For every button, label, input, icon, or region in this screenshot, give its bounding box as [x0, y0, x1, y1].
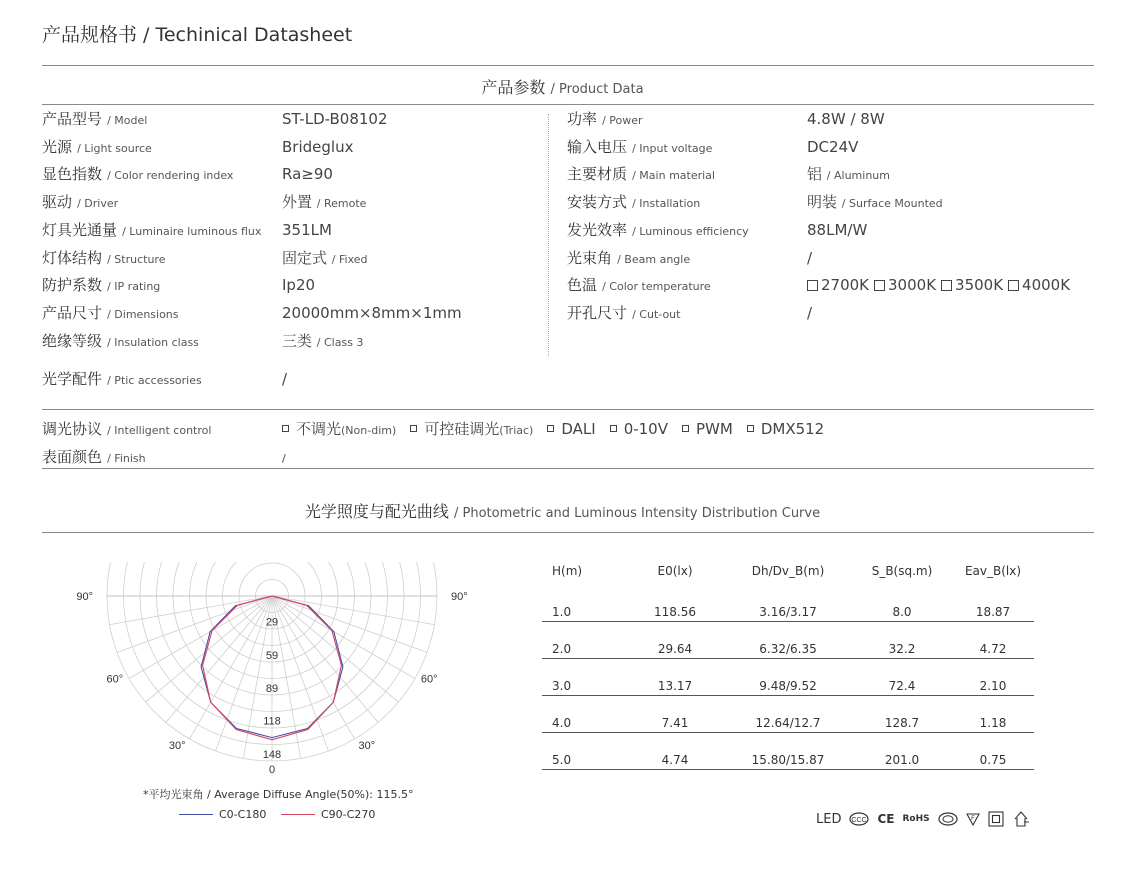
indoor-use-icon [1012, 810, 1030, 828]
divider [42, 468, 1094, 469]
spec-row [567, 136, 858, 160]
control-option-checkbox[interactable] [282, 425, 289, 432]
spec-value-main: 外置 [282, 193, 313, 212]
cqc-icon [938, 812, 958, 826]
spec-value [282, 221, 332, 239]
spec-label-en: / Luminous efficiency [632, 224, 749, 238]
spec-value [282, 330, 363, 351]
control-option-label: 不调光 [296, 420, 342, 438]
spec-value [282, 247, 368, 268]
spec-label-cn: 光源 [42, 137, 73, 156]
table-cell: 201.0 [852, 732, 952, 769]
spec-value: / [282, 452, 286, 465]
spec-label-en: / Installation [632, 197, 701, 211]
control-option[interactable] [410, 418, 533, 439]
spec-label-en: / Cut-out [632, 307, 681, 321]
divider [42, 65, 1094, 66]
spec-label-cn: 色温 [567, 276, 598, 295]
spec-value [807, 304, 812, 322]
control-option-label: DMX512 [760, 420, 825, 438]
spec-label-en: / Dimensions [107, 307, 179, 321]
rohs-icon: RoHS [902, 814, 930, 824]
table-cell: 8.0 [852, 584, 952, 621]
spec-label-cn: 灯体结构 [42, 248, 103, 267]
spec-value [282, 165, 333, 183]
control-option[interactable] [610, 419, 668, 438]
table-cell: 1.0 [542, 584, 626, 621]
table-cell: 0.75 [952, 732, 1034, 769]
spec-label-cn: 绝缘等级 [42, 331, 103, 350]
spec-label-cn: 产品尺寸 [42, 303, 103, 322]
table-cell: 2.10 [952, 658, 1034, 695]
spec-label-cn: 光学配件 [42, 370, 103, 388]
spec-value-main: 三类 [282, 331, 313, 350]
photometric-heading-cn: 光学照度与配光曲线 [304, 502, 449, 521]
control-option-label: PWM [696, 420, 733, 438]
color-temp-checkbox[interactable] [1008, 280, 1019, 291]
spec-label-cn: 发光效率 [567, 220, 628, 239]
spec-label-en: / Luminaire luminous flux [122, 224, 262, 238]
spec-value [807, 191, 943, 212]
table-cell: 32.2 [852, 621, 952, 658]
ce-icon: CE [877, 812, 895, 826]
control-option-checkbox[interactable] [547, 425, 554, 432]
polar-angle-label: 60° [420, 673, 438, 686]
polar-radial-label: 89 [265, 683, 279, 696]
column-divider [548, 114, 549, 356]
table-cell: 15.80/15.87 [724, 732, 852, 769]
document-title: 产品规格书 / Techinical Datasheet [42, 24, 353, 46]
control-option[interactable] [747, 419, 824, 438]
spec-value [807, 138, 858, 156]
control-option-checkbox[interactable] [682, 425, 689, 432]
spec-value-main: DC24V [807, 137, 859, 156]
spec-label-cn: 产品型号 [42, 110, 103, 128]
spec-label-en: / Light source [77, 141, 152, 155]
spec-value-main: 铝 [807, 165, 823, 184]
spec-value [282, 276, 315, 294]
column-header: S_B(sq.m) [871, 564, 933, 578]
spec-row [42, 274, 315, 298]
spec-label-en: / Ptic accessories [107, 374, 202, 387]
spec-row [42, 163, 333, 187]
spec-row [567, 163, 890, 187]
spec-row [42, 247, 368, 271]
spec-value-main: / [807, 248, 813, 267]
column-header: H(m) [552, 564, 583, 578]
table-cell: 6.32/6.35 [724, 621, 852, 658]
spec-row [567, 191, 943, 215]
spec-value-main: 88LM/W [807, 220, 868, 239]
table-cell: 118.56 [626, 584, 724, 621]
polar-radial-label: 148 [262, 749, 282, 761]
spec-row-accessories [42, 368, 287, 392]
spec-row [42, 219, 332, 243]
spec-value: / [282, 370, 288, 388]
legend-line-swatch [179, 814, 213, 815]
polar-angle-label: 30° [358, 739, 376, 752]
table-row [542, 732, 1034, 769]
table-cell: 4.74 [626, 732, 724, 769]
table-row [542, 584, 1034, 621]
spec-value-main: Ra≥90 [282, 165, 333, 184]
color-temp-checkbox[interactable] [874, 280, 885, 291]
spec-value-main: Brideglux [282, 137, 354, 156]
spec-value-sub: / Aluminum [826, 169, 890, 183]
spec-row-finish [42, 446, 286, 470]
spec-row [567, 302, 812, 326]
spec-label-en: / Driver [77, 197, 119, 211]
spec-value-main: 明装 [807, 193, 838, 212]
spec-label-cn: 输入电压 [567, 137, 628, 156]
polar-angle-label: 90° [451, 591, 468, 603]
photometric-heading-en: / Photometric and Luminous Intensity Distribution Curve [454, 506, 821, 521]
spec-row-control [42, 418, 838, 442]
spec-value [282, 191, 366, 212]
polar-angle-label: 30° [168, 739, 186, 752]
divider [42, 532, 1094, 533]
spec-value-sub: / Remote [316, 197, 367, 211]
spec-row [42, 302, 462, 326]
spec-value-main: / [807, 303, 813, 322]
spec-value-sub: / Surface Mounted [841, 197, 943, 211]
spec-value [282, 110, 388, 128]
table-cell: 5.0 [542, 732, 626, 769]
polar-angle-label: 90° [76, 591, 93, 603]
spec-value [282, 304, 462, 322]
spec-label-cn: 调光协议 [42, 420, 103, 438]
control-option-sub: (Triac) [499, 424, 534, 437]
certification-marks [816, 810, 1030, 828]
photometric-heading [0, 499, 1125, 522]
spec-row [567, 247, 812, 271]
spec-label-en: / Input voltage [632, 141, 713, 155]
table-cell: 2.0 [542, 621, 626, 658]
polar-radial-label: 118 [263, 715, 281, 728]
photometric-table [542, 558, 1034, 770]
column-header: Dh/Dv_B(m) [751, 564, 825, 578]
spec-label-en: / Structure [107, 252, 166, 266]
double-insulation-icon [988, 811, 1004, 827]
spec-value-sub: / Fixed [331, 252, 368, 266]
table-cell: 3.16/3.17 [724, 584, 852, 621]
spec-label-cn: 主要材质 [567, 165, 628, 184]
spec-label-en: / Color rendering index [107, 169, 234, 183]
spec-label-cn: 光束角 [567, 248, 613, 267]
spec-label-en: / Intelligent control [107, 424, 212, 437]
spec-value [807, 163, 890, 184]
control-option[interactable] [547, 419, 595, 438]
table-header-row [542, 558, 1034, 584]
polar-angle-label: 60° [106, 673, 124, 686]
led-mark: LED [816, 811, 842, 827]
column-header: Eav_B(lx) [964, 564, 1022, 578]
table-cell: 128.7 [852, 695, 952, 732]
spec-label-cn: 功率 [567, 110, 598, 128]
legend-label: C0-C180 [219, 808, 267, 821]
control-option[interactable] [282, 418, 396, 439]
polar-angle-label: 0 [268, 764, 276, 776]
table-cell: 9.48/9.52 [724, 658, 852, 695]
polar-radial-label: 59 [265, 649, 279, 662]
spec-value-sub: / Class 3 [316, 335, 364, 349]
ccc-icon [849, 812, 869, 826]
divider [42, 104, 1094, 105]
color-temp-checkbox[interactable] [807, 280, 818, 291]
spec-label-cn: 表面颜色 [42, 448, 103, 466]
spec-label-en: / Finish [107, 452, 146, 465]
spec-label-en: / IP rating [107, 280, 161, 294]
spec-row [567, 108, 885, 132]
spec-label-cn: 安装方式 [567, 193, 628, 212]
control-option-sub: (Non-dim) [341, 424, 397, 437]
control-option-checkbox[interactable] [747, 425, 754, 432]
average-diffuse-angle-note: *平均光束角 / Average Diffuse Angle(50%): 115.5° [143, 788, 414, 801]
color-temp-label: 2700K [821, 276, 870, 295]
legend-item-c90 [281, 808, 375, 821]
table-cell: 3.0 [542, 658, 626, 695]
legend-line-swatch [281, 814, 315, 815]
spec-row [567, 219, 867, 243]
control-option[interactable] [682, 419, 733, 438]
spec-label-cn: 显色指数 [42, 165, 103, 184]
spec-label-en: / Power [602, 114, 643, 127]
svg-text:F: F [970, 816, 975, 822]
table-cell: 4.72 [952, 621, 1034, 658]
spec-row [42, 136, 353, 160]
control-options [282, 418, 838, 439]
spec-label-en: / Main material [632, 169, 715, 183]
color-temp-label: 3000K [888, 276, 937, 295]
spec-label-en: / Insulation class [107, 335, 199, 349]
spec-value [807, 249, 812, 267]
spec-label-cn: 防护系数 [42, 276, 103, 295]
control-option-checkbox[interactable] [410, 425, 417, 432]
spec-row [42, 108, 388, 132]
table-row [542, 658, 1034, 695]
f-mark-icon [966, 812, 980, 826]
control-option-checkbox[interactable] [610, 425, 617, 432]
product-data-heading [0, 75, 1125, 98]
product-data-heading-en: / Product Data [550, 82, 644, 97]
table-cell: 29.64 [626, 621, 724, 658]
table-cell: 18.87 [952, 584, 1034, 621]
table-cell: 13.17 [626, 658, 724, 695]
spec-value-main: 20000mm×8mm×1mm [282, 303, 462, 322]
control-option-label: 0-10V [623, 420, 668, 438]
color-temp-label: 4000K [1022, 276, 1071, 295]
polar-radial-label: 29 [265, 616, 279, 629]
polar-intensity-chart [72, 546, 472, 786]
spec-label-cn: 开孔尺寸 [567, 303, 628, 322]
spec-value-main: 固定式 [282, 248, 328, 267]
table-row [542, 621, 1034, 658]
spec-row [42, 191, 366, 215]
spec-row [42, 330, 363, 354]
legend-item-c0 [179, 808, 266, 821]
table-cell: 72.4 [852, 658, 952, 695]
table-cell: 12.64/12.7 [724, 695, 852, 732]
spec-value [807, 110, 885, 128]
legend-label: C90-C270 [321, 808, 376, 821]
spec-value [807, 221, 867, 239]
spec-value-main: Ip20 [282, 276, 316, 295]
column-header: E0(lx) [657, 564, 693, 578]
spec-label-cn: 灯具光通量 [42, 220, 118, 239]
control-option-label: 可控硅调光 [424, 420, 500, 438]
spec-row [567, 274, 1075, 298]
table-cell: 4.0 [542, 695, 626, 732]
spec-value [807, 276, 1075, 294]
color-temp-checkbox[interactable] [941, 280, 952, 291]
table-cell: 7.41 [626, 695, 724, 732]
spec-value-main: 351LM [282, 220, 332, 239]
table-row [542, 695, 1034, 732]
spec-label-en: / Beam angle [617, 252, 691, 266]
spec-label-en: / Color temperature [602, 280, 711, 294]
color-temp-label: 3500K [955, 276, 1004, 295]
spec-value-main: ST-LD-B08102 [282, 110, 388, 128]
table-cell: 1.18 [952, 695, 1034, 732]
spec-label-cn: 驱动 [42, 193, 73, 212]
spec-value [282, 138, 353, 156]
spec-label-en: / Model [107, 114, 148, 127]
svg-text:CCC: CCC [851, 817, 868, 824]
spec-value-main: 4.8W / 8W [807, 110, 885, 128]
divider [42, 409, 1094, 410]
control-option-label: DALI [561, 420, 596, 438]
product-data-heading-cn: 产品参数 [481, 78, 546, 97]
